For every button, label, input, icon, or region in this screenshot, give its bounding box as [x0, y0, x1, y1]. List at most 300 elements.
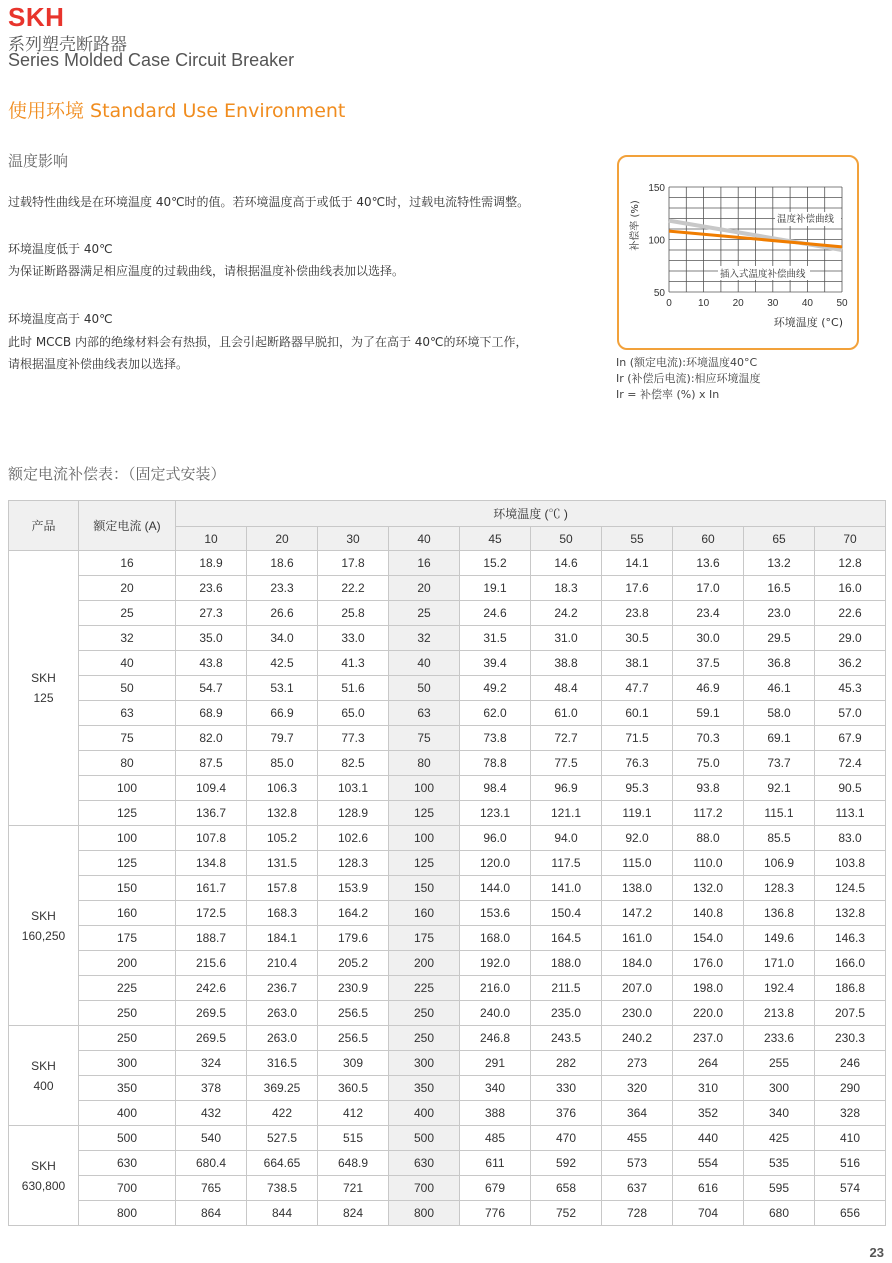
- value-cell: 79.7: [247, 726, 318, 751]
- value-cell: 75.0: [673, 751, 744, 776]
- value-cell: 13.2: [744, 551, 815, 576]
- rated-current-cell: 250: [79, 1001, 176, 1026]
- value-cell: 68.9: [176, 701, 247, 726]
- value-cell: 13.6: [673, 551, 744, 576]
- x-tick-label: 10: [698, 298, 710, 309]
- value-cell: 38.1: [602, 651, 673, 676]
- value-cell: 188.0: [531, 951, 602, 976]
- value-cell: 154.0: [673, 926, 744, 951]
- value-cell: 166.0: [815, 951, 886, 976]
- rated-current-cell: 16: [79, 551, 176, 576]
- value-cell: 23.3: [247, 576, 318, 601]
- value-cell: 172.5: [176, 901, 247, 926]
- value-cell: 192.4: [744, 976, 815, 1001]
- value-cell: 153.9: [318, 876, 389, 901]
- value-cell: 100: [389, 826, 460, 851]
- product-cell: [9, 1026, 79, 1126]
- value-cell: 128.3: [318, 851, 389, 876]
- value-cell: 186.8: [815, 976, 886, 1001]
- header-temp: 40: [389, 527, 460, 551]
- value-cell: 76.3: [602, 751, 673, 776]
- value-cell: 77.3: [318, 726, 389, 751]
- value-cell: 65.0: [318, 701, 389, 726]
- value-cell: 282: [531, 1051, 602, 1076]
- value-cell: 14.6: [531, 551, 602, 576]
- product-cell: [9, 551, 79, 826]
- header-product: 产品: [9, 501, 79, 551]
- value-cell: 24.6: [460, 601, 531, 626]
- value-cell: 31.0: [531, 626, 602, 651]
- value-cell: 47.7: [602, 676, 673, 701]
- table-row: [9, 576, 886, 601]
- table-row: [9, 601, 886, 626]
- table-row: [9, 851, 886, 876]
- rated-current-cell: 63: [79, 701, 176, 726]
- value-cell: 128.3: [744, 876, 815, 901]
- value-cell: 70.3: [673, 726, 744, 751]
- value-cell: 73.8: [460, 726, 531, 751]
- value-cell: 205.2: [318, 951, 389, 976]
- value-cell: 27.3: [176, 601, 247, 626]
- value-cell: 164.5: [531, 926, 602, 951]
- rated-current-cell: 125: [79, 851, 176, 876]
- table-row: [9, 1151, 886, 1176]
- value-cell: 574: [815, 1176, 886, 1201]
- value-cell: 19.1: [460, 576, 531, 601]
- rated-current-cell: 125: [79, 801, 176, 826]
- value-cell: 57.0: [815, 701, 886, 726]
- value-cell: 400: [389, 1101, 460, 1126]
- value-cell: 630: [389, 1151, 460, 1176]
- value-cell: 700: [389, 1176, 460, 1201]
- y-tick-label: 50: [653, 288, 665, 299]
- value-cell: 207.0: [602, 976, 673, 1001]
- value-cell: 573: [602, 1151, 673, 1176]
- value-cell: 184.1: [247, 926, 318, 951]
- value-cell: 87.5: [176, 751, 247, 776]
- value-cell: 256.5: [318, 1001, 389, 1026]
- value-cell: 235.0: [531, 1001, 602, 1026]
- value-cell: 269.5: [176, 1026, 247, 1051]
- value-cell: 192.0: [460, 951, 531, 976]
- series-name-en: Series Molded Case Circuit Breaker: [8, 50, 295, 70]
- table-row: [9, 726, 886, 751]
- value-cell: 12.8: [815, 551, 886, 576]
- value-cell: 290: [815, 1076, 886, 1101]
- series-label: 插入式温度补偿曲线: [720, 269, 806, 280]
- y-tick-label: 100: [648, 235, 665, 247]
- value-cell: 53.1: [247, 676, 318, 701]
- above-40-text-2: 请根据温度补偿曲线表加以选择。: [8, 357, 189, 371]
- value-cell: 230.3: [815, 1026, 886, 1051]
- rated-current-cell: 100: [79, 826, 176, 851]
- value-cell: 25: [389, 601, 460, 626]
- value-cell: 680.4: [176, 1151, 247, 1176]
- value-cell: 328: [815, 1101, 886, 1126]
- value-cell: 115.0: [602, 851, 673, 876]
- value-cell: 18.3: [531, 576, 602, 601]
- header-temp: 70: [815, 527, 886, 551]
- value-cell: 273: [602, 1051, 673, 1076]
- table-row: [9, 626, 886, 651]
- value-cell: 168.0: [460, 926, 531, 951]
- value-cell: 728: [602, 1201, 673, 1226]
- value-cell: 132.8: [247, 801, 318, 826]
- value-cell: 96.0: [460, 826, 531, 851]
- table-row: [9, 801, 886, 826]
- rated-current-cell: 700: [79, 1176, 176, 1201]
- product-line: 125: [33, 691, 54, 705]
- value-cell: 48.4: [531, 676, 602, 701]
- value-cell: 32: [389, 626, 460, 651]
- value-cell: 153.6: [460, 901, 531, 926]
- value-cell: 36.2: [815, 651, 886, 676]
- section-title: 使用环境 Standard Use Environment: [8, 100, 346, 122]
- value-cell: 59.1: [673, 701, 744, 726]
- value-cell: 54.7: [176, 676, 247, 701]
- value-cell: 38.8: [531, 651, 602, 676]
- rated-current-cell: 100: [79, 776, 176, 801]
- value-cell: 422: [247, 1101, 318, 1126]
- value-cell: 107.8: [176, 826, 247, 851]
- value-cell: 824: [318, 1201, 389, 1226]
- value-cell: 220.0: [673, 1001, 744, 1026]
- x-tick-label: 20: [732, 298, 744, 309]
- table-row: [9, 651, 886, 676]
- product-line: 160,250: [21, 928, 66, 943]
- value-cell: 291: [460, 1051, 531, 1076]
- value-cell: 120.0: [460, 851, 531, 876]
- value-cell: 46.1: [744, 676, 815, 701]
- value-cell: 236.7: [247, 976, 318, 1001]
- header-temp: 50: [531, 527, 602, 551]
- table-row: [9, 1176, 886, 1201]
- value-cell: 71.5: [602, 726, 673, 751]
- value-cell: 73.7: [744, 751, 815, 776]
- product-line: 630,800: [21, 1178, 66, 1193]
- value-cell: 85.5: [744, 826, 815, 851]
- rated-current-cell: 500: [79, 1126, 176, 1151]
- product-line: SKH: [31, 671, 56, 685]
- value-cell: 75: [389, 726, 460, 751]
- value-cell: 77.5: [531, 751, 602, 776]
- value-cell: 164.2: [318, 901, 389, 926]
- value-cell: 680: [744, 1201, 815, 1226]
- value-cell: 611: [460, 1151, 531, 1176]
- value-cell: 470: [531, 1126, 602, 1151]
- value-cell: 765: [176, 1176, 247, 1201]
- intro-text: 过载特性曲线是在环境温度 40℃时的值。若环境温度高于或低于 40℃时，过载电流特性需调整。: [8, 195, 530, 209]
- value-cell: 41.3: [318, 651, 389, 676]
- value-cell: 25.8: [318, 601, 389, 626]
- value-cell: 269.5: [176, 1001, 247, 1026]
- value-cell: 23.0: [744, 601, 815, 626]
- value-cell: 330: [531, 1076, 602, 1101]
- value-cell: 200: [389, 951, 460, 976]
- value-cell: 149.6: [744, 926, 815, 951]
- value-cell: 184.0: [602, 951, 673, 976]
- note-ir: Ir (补偿后电流):相应环境温度: [616, 372, 761, 385]
- value-cell: 595: [744, 1176, 815, 1201]
- value-cell: 246.8: [460, 1026, 531, 1051]
- value-cell: 103.8: [815, 851, 886, 876]
- series-name-cn: 系列塑壳断路器: [8, 35, 127, 55]
- x-axis-label: 环境温度 (°C): [773, 316, 843, 329]
- header-rated-current: 额定电流 (A): [79, 501, 176, 551]
- table-row: [9, 1126, 886, 1151]
- value-cell: 17.6: [602, 576, 673, 601]
- value-cell: 31.5: [460, 626, 531, 651]
- value-cell: 119.1: [602, 801, 673, 826]
- value-cell: 213.8: [744, 1001, 815, 1026]
- value-cell: 49.2: [460, 676, 531, 701]
- value-cell: 132.0: [673, 876, 744, 901]
- value-cell: 20: [389, 576, 460, 601]
- value-cell: 240.2: [602, 1026, 673, 1051]
- rated-current-cell: 150: [79, 876, 176, 901]
- table-row: [9, 1026, 886, 1051]
- header-ambient-temp: 环境温度 (℃ ): [176, 501, 886, 527]
- value-cell: 352: [673, 1101, 744, 1126]
- value-cell: 616: [673, 1176, 744, 1201]
- value-cell: 516: [815, 1151, 886, 1176]
- value-cell: 90.5: [815, 776, 886, 801]
- value-cell: 30.0: [673, 626, 744, 651]
- value-cell: 36.8: [744, 651, 815, 676]
- value-cell: 117.5: [531, 851, 602, 876]
- above-40-text-1: 此时 MCCB 内部的绝缘材料会有热损，且会引起断路器早脱扣，为了在高于 40℃的环境下工作，: [8, 335, 528, 349]
- value-cell: 225: [389, 976, 460, 1001]
- value-cell: 263.0: [247, 1001, 318, 1026]
- value-cell: 16: [389, 551, 460, 576]
- value-cell: 485: [460, 1126, 531, 1151]
- rated-current-cell: 300: [79, 1051, 176, 1076]
- value-cell: 210.4: [247, 951, 318, 976]
- value-cell: 144.0: [460, 876, 531, 901]
- value-cell: 250: [389, 1026, 460, 1051]
- value-cell: 233.6: [744, 1026, 815, 1051]
- compensation-chart: [617, 155, 859, 350]
- value-cell: 240.0: [460, 1001, 531, 1026]
- value-cell: 45.3: [815, 676, 886, 701]
- rated-current-cell: 250: [79, 1026, 176, 1051]
- series-label: 温度补偿曲线: [777, 214, 835, 225]
- table-title: 额定电流补偿表：（固定式安装）: [8, 465, 226, 483]
- rated-current-cell: 25: [79, 601, 176, 626]
- value-cell: 160: [389, 901, 460, 926]
- value-cell: 125: [389, 801, 460, 826]
- rated-current-cell: 160: [79, 901, 176, 926]
- value-cell: 23.6: [176, 576, 247, 601]
- value-cell: 378: [176, 1076, 247, 1101]
- product-line: SKH: [31, 908, 56, 923]
- value-cell: 215.6: [176, 951, 247, 976]
- value-cell: 92.0: [602, 826, 673, 851]
- rated-current-cell: 75: [79, 726, 176, 751]
- value-cell: 85.0: [247, 751, 318, 776]
- value-cell: 30.5: [602, 626, 673, 651]
- value-cell: 250: [389, 1001, 460, 1026]
- value-cell: 33.0: [318, 626, 389, 651]
- value-cell: 51.6: [318, 676, 389, 701]
- note-in: In (额定电流):环境温度40°C: [616, 356, 758, 369]
- value-cell: 161.0: [602, 926, 673, 951]
- value-cell: 72.7: [531, 726, 602, 751]
- value-cell: 146.3: [815, 926, 886, 951]
- value-cell: 61.0: [531, 701, 602, 726]
- value-cell: 515: [318, 1126, 389, 1151]
- rated-current-cell: 400: [79, 1101, 176, 1126]
- below-40-text: 为保证断路器满足相应温度的过载曲线，请根据温度补偿曲线表加以选择。: [8, 264, 405, 278]
- value-cell: 50: [389, 676, 460, 701]
- table-row: [9, 1051, 886, 1076]
- value-cell: 376: [531, 1101, 602, 1126]
- value-cell: 554: [673, 1151, 744, 1176]
- value-cell: 704: [673, 1201, 744, 1226]
- value-cell: 320: [602, 1076, 673, 1101]
- value-cell: 350: [389, 1076, 460, 1101]
- value-cell: 207.5: [815, 1001, 886, 1026]
- rated-current-cell: 40: [79, 651, 176, 676]
- value-cell: 40: [389, 651, 460, 676]
- value-cell: 102.6: [318, 826, 389, 851]
- value-cell: 540: [176, 1126, 247, 1151]
- value-cell: 157.8: [247, 876, 318, 901]
- value-cell: 150: [389, 876, 460, 901]
- value-cell: 17.8: [318, 551, 389, 576]
- value-cell: 14.1: [602, 551, 673, 576]
- rated-current-cell: 20: [79, 576, 176, 601]
- rated-current-cell: 630: [79, 1151, 176, 1176]
- table-row: [9, 751, 886, 776]
- value-cell: 22.2: [318, 576, 389, 601]
- table-row: [9, 926, 886, 951]
- value-cell: 136.8: [744, 901, 815, 926]
- value-cell: 29.5: [744, 626, 815, 651]
- value-cell: 80: [389, 751, 460, 776]
- value-cell: 78.8: [460, 751, 531, 776]
- value-cell: 440: [673, 1126, 744, 1151]
- product-cell: [9, 1126, 79, 1226]
- value-cell: 117.2: [673, 801, 744, 826]
- value-cell: 15.2: [460, 551, 531, 576]
- value-cell: 134.8: [176, 851, 247, 876]
- table-row: [9, 1101, 886, 1126]
- value-cell: 300: [744, 1076, 815, 1101]
- value-cell: 147.2: [602, 901, 673, 926]
- value-cell: 103.1: [318, 776, 389, 801]
- value-cell: 455: [602, 1126, 673, 1151]
- rated-current-cell: 32: [79, 626, 176, 651]
- value-cell: 132.8: [815, 901, 886, 926]
- value-cell: 230.0: [602, 1001, 673, 1026]
- value-cell: 96.9: [531, 776, 602, 801]
- header-temp: 55: [602, 527, 673, 551]
- value-cell: 242.6: [176, 976, 247, 1001]
- table-row: [9, 1001, 886, 1026]
- rated-current-cell: 200: [79, 951, 176, 976]
- value-cell: 864: [176, 1201, 247, 1226]
- table-row: [9, 951, 886, 976]
- value-cell: 237.0: [673, 1026, 744, 1051]
- value-cell: 95.3: [602, 776, 673, 801]
- value-cell: 637: [602, 1176, 673, 1201]
- value-cell: 113.1: [815, 801, 886, 826]
- value-cell: 664.65: [247, 1151, 318, 1176]
- value-cell: 16.0: [815, 576, 886, 601]
- value-cell: 24.2: [531, 601, 602, 626]
- value-cell: 43.8: [176, 651, 247, 676]
- table-row: [9, 876, 886, 901]
- value-cell: 69.1: [744, 726, 815, 751]
- rated-current-cell: 225: [79, 976, 176, 1001]
- value-cell: 109.4: [176, 776, 247, 801]
- value-cell: 58.0: [744, 701, 815, 726]
- value-cell: 179.6: [318, 926, 389, 951]
- value-cell: 82.5: [318, 751, 389, 776]
- value-cell: 105.2: [247, 826, 318, 851]
- value-cell: 188.7: [176, 926, 247, 951]
- value-cell: 410: [815, 1126, 886, 1151]
- product-line: 400: [33, 1078, 54, 1093]
- table-row: [9, 776, 886, 801]
- value-cell: 46.9: [673, 676, 744, 701]
- value-cell: 776: [460, 1201, 531, 1226]
- below-40-title: 环境温度低于 40℃: [8, 242, 113, 256]
- value-cell: 844: [247, 1201, 318, 1226]
- value-cell: 432: [176, 1101, 247, 1126]
- value-cell: 656: [815, 1201, 886, 1226]
- value-cell: 131.5: [247, 851, 318, 876]
- value-cell: 106.3: [247, 776, 318, 801]
- value-cell: 369.25: [247, 1076, 318, 1101]
- product-cell: [9, 826, 79, 1026]
- x-tick-label: 30: [767, 298, 779, 309]
- table-row: [9, 551, 886, 576]
- value-cell: 23.4: [673, 601, 744, 626]
- rated-current-cell: 800: [79, 1201, 176, 1226]
- value-cell: 18.9: [176, 551, 247, 576]
- value-cell: 535: [744, 1151, 815, 1176]
- value-cell: 425: [744, 1126, 815, 1151]
- value-cell: 161.7: [176, 876, 247, 901]
- value-cell: 16.5: [744, 576, 815, 601]
- rated-current-cell: 350: [79, 1076, 176, 1101]
- value-cell: 168.3: [247, 901, 318, 926]
- y-axis-label: 补偿率 (%): [630, 200, 641, 251]
- above-40-title: 环境温度高于 40℃: [8, 312, 113, 326]
- value-cell: 42.5: [247, 651, 318, 676]
- value-cell: 125: [389, 851, 460, 876]
- table-row: [9, 976, 886, 1001]
- value-cell: 141.0: [531, 876, 602, 901]
- value-cell: 60.1: [602, 701, 673, 726]
- note-formula: Ir = 补偿率 (%) x In: [616, 388, 720, 401]
- value-cell: 128.9: [318, 801, 389, 826]
- value-cell: 310: [673, 1076, 744, 1101]
- table-row: [9, 901, 886, 926]
- value-cell: 679: [460, 1176, 531, 1201]
- header-temp: 10: [176, 527, 247, 551]
- value-cell: 264: [673, 1051, 744, 1076]
- product-line: SKH: [31, 1058, 56, 1073]
- value-cell: 26.6: [247, 601, 318, 626]
- value-cell: 300: [389, 1051, 460, 1076]
- value-cell: 171.0: [744, 951, 815, 976]
- value-cell: 255: [744, 1051, 815, 1076]
- value-cell: 263.0: [247, 1026, 318, 1051]
- value-cell: 738.5: [247, 1176, 318, 1201]
